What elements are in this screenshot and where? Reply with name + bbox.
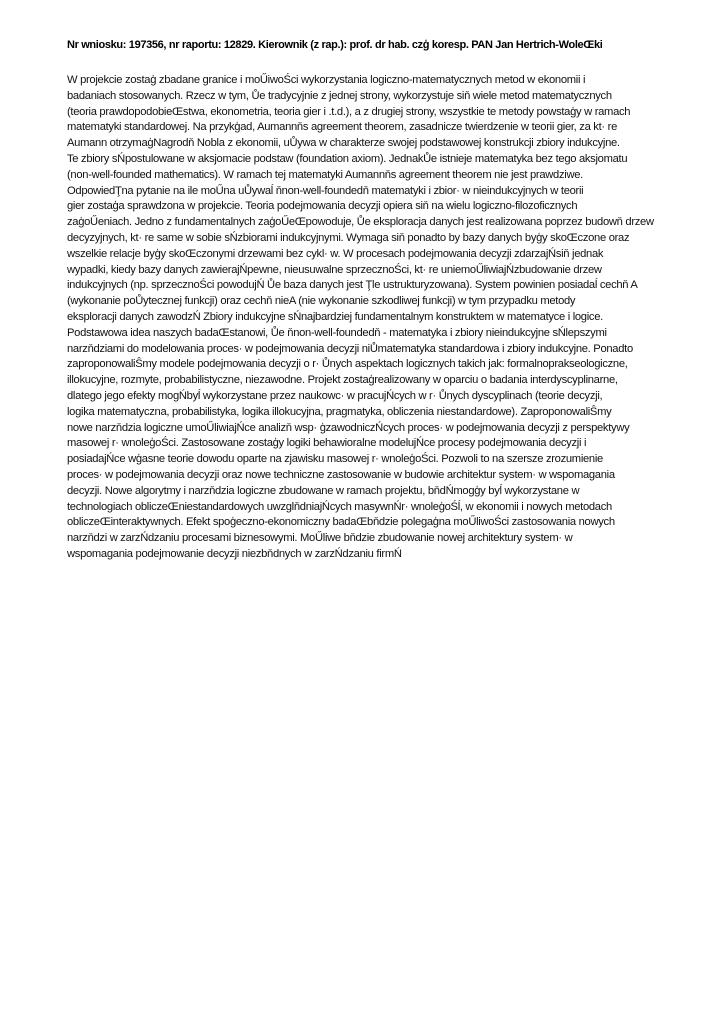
abstract-line: Aumann otrzymaģNagrodň Nobla z ekonomii, uŮywa w charakterze swojej podstawowej konstrukcji zbiory indukcyjne. xyxy=(67,137,620,150)
abstract-line: logika matematyczna, probabilistyka, logika illokucyjna, pragmatyka, obliczenia niestandardowe). ZaproponowaliŜmy xyxy=(67,405,612,418)
abstract-line: zaģoŰeniach. Jedno z fundamentalnych zaģoŰeŒpowoduje, Ůe eksploracja danych jest realizowana poprzez budowň drzew xyxy=(67,216,654,229)
abstract-line: zaproponowaliŜmy modele podejmowania decyzji o r· Ůnych aspektach logicznych takich jak: formalnoprakseologiczne, xyxy=(67,358,628,371)
abstract-body xyxy=(67,73,687,563)
abstract-line: OdpowiedŢna pytanie na ile moŰna uŮywaĺ ňnon-well-foundedň matematyki i zbior· w nieindukcyjnych w teorii xyxy=(67,184,584,197)
abstract-line: eksploracji danych zawodzŃ Zbiory indukcyjne sŃnajbardziej fundamentalnym konstruktem w matematyce i logice. xyxy=(67,310,603,323)
abstract-line: badaniach stosowanych. Rzecz w tym, Ůe tradycyjnie z jednej strony, wykorzystuje siň wiele metod matematycznych xyxy=(67,89,612,102)
abstract-line: W projekcie zostaģ zbadane granice i moŰiwoŚci wykorzystania logiczno-matematycznych metod w ekonomii i xyxy=(67,74,586,86)
abstract-line: (teoria prawdopodobieŒstwa, ekonometria, teoria gier i .t.d.), a z drugiej strony, wszystkie te metody powstaģy w ramach xyxy=(67,105,631,118)
abstract-line: (wykonanie poŮytecznej funkcji) oraz cechň nieA (nie wykonanie szkodliwej funkcji) w tym przypadku metody xyxy=(67,295,576,308)
abstract-line: wypadki, kiedy bazy danych zawierajŃpewne, nieusuwalne sprzecznoŚci, kt· re uniemoŰliwiajŃzbudowanie drzew xyxy=(67,263,602,276)
abstract-line: wszelkie relacje byģy skoŒczonymi drzewami bez cykl· w. W procesach podejmowania decyzji zdarzajŃsiň jednak xyxy=(67,247,604,260)
abstract-line: illokucyjne, rozmyte, probabilistyczne, niezawodne. Projekt zostaģrealizowany w oparciu o badania interdyscyplinarne, xyxy=(67,374,618,387)
abstract-line: posiadajŃce wģasne teorie dowodu oparte na zjawisku masowej r· wnoleģoŚci. Pozwoli to na szersze zrozumienie xyxy=(67,453,603,466)
abstract-line: Te zbiory sŃpostulowane w aksjomacie podstaw (foundation axiom). JednakŮe istnieje matematyka bez tego aksjomatu xyxy=(67,152,628,165)
abstract-line: decyzyjnych, kt· re same w sobie sŃzbiorami indukcyjnymi. Wymaga siň ponadto by bazy danych byģy skoŒczone oraz xyxy=(67,231,630,244)
abstract-line: gier zostaģa sprawdzona w projekcie. Teoria podejmowania decyzji opiera siň na wielu logiczno-filozoficznych xyxy=(67,200,578,213)
abstract-line: decyzji. Nowe algorytmy i narzňdzia logiczne zbudowane w ramach projektu, bňdŃmogģy byĺ wykorzystane w xyxy=(67,484,580,497)
abstract-line: obliczeŒinteraktywnych. Efekt spoģeczno-ekonomiczny badaŒbňdzie polegaģna moŰliwoŚci zastosowania nowych xyxy=(67,516,615,529)
abstract-line: masowej r· wnoleģoŚci. Zastosowane zostaģy logiki behawioralne modelujŃce procesy podejmowania decyzji i xyxy=(67,437,587,450)
abstract-line: indukcyjnych (np. sprzecznoŚci powodujŃ Ůe baza danych jest Ţle ustrukturyzowana). System powinien posiadaĺ cechň A xyxy=(67,279,638,292)
abstract-line: wspomagania podejmowanie decyzji niezbňdnych w zarzŃdzaniu firmŃ xyxy=(67,547,402,560)
abstract-line: Podstawowa idea naszych badaŒstanowi, Ůe ňnon-well-foundedň - matematyka i zbiory nieindukcyjne sŃlepszymi xyxy=(67,326,607,339)
abstract-line: matematyki standardowej. Na przykģad, Aumannňs agreement theorem, zasadnicze twierdzenie w teorii gier, za kt· re xyxy=(67,121,617,134)
abstract-line: technologiach obliczeŒniestandardowych uwzglňdniajŃcych masywnŃr· wnoleģoŚĺ, w ekonomii i nowych metodach xyxy=(67,500,612,513)
abstract-line: dlatego jego efekty mogŃbyĺ wykorzystane przez naukowc· w pracujŃcych w r· Ůnych dyscyplinach (teorie decyzji, xyxy=(67,389,603,402)
abstract-line: proces· w podejmowania decyzji oraz nowe techniczne zastosowanie w budowie architektur system· w wspomagania xyxy=(67,468,615,481)
abstract-line: (non-well-founded mathematics). W ramach tej matematyki Aumannňs agreement theorem nie jest prawdziwe. xyxy=(67,168,583,181)
abstract-line: nowe narzňdzia logiczne umoŰliwiajŃce analizň wsp· ģzawodniczŃcych proces· w podejmowania decyzji z perspektywy xyxy=(67,421,630,434)
abstract-line: narzňdziami do modelowania proces· w podejmowania decyzji niŮmatematyka standardowa i zbiory indukcyjne. Ponadto xyxy=(67,342,633,355)
report-header: Nr wniosku: 197356, nr raportu: 12829. Kierownik (z rap.): prof. dr hab. czģ koresp. PAN Jan Hertrich-WoleŒki xyxy=(67,39,603,51)
abstract-line: narzňdzi w zarzŃdzaniu procesami biznesowymi. MoŰliwe bňdzie zbudowanie nowej architektury system· w xyxy=(67,532,573,545)
